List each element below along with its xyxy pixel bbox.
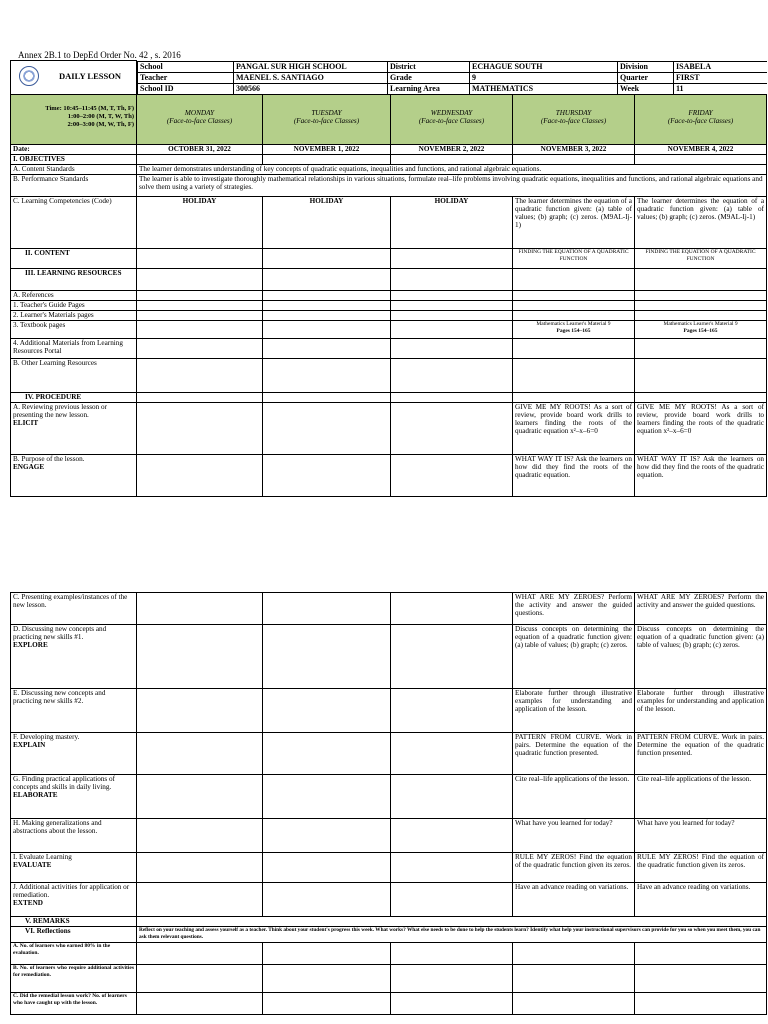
discussing2-label: E. Discussing new concepts and practicing new skills #2. [11, 689, 137, 733]
holiday-monday: HOLIDAY [137, 197, 263, 249]
reflection-b-label: B. No. of learners who require additional activities for remediation. [11, 965, 137, 993]
resources-heading: III. LEARNING RESOURCES [11, 269, 137, 291]
performance-standards-label: B. Performance Standards [11, 175, 137, 197]
date-wednesday: NOVEMBER 2, 2022 [391, 145, 513, 155]
lm-label: 2. Learner's Materials pages [11, 311, 137, 321]
deped-seal-icon [19, 66, 39, 86]
header-logo-title [11, 61, 137, 95]
district-label: District [388, 61, 470, 72]
grade-value: 9 [470, 72, 618, 83]
date-label: Date: [11, 145, 137, 155]
day-wednesday: WEDNESDAY (Face-to-face Classes) [391, 95, 513, 145]
additional-label: 4. Additional Materials from Learning Resources Portal [11, 339, 137, 359]
time-line-1: Time: 10:45–11:45 (M, T, Th, F) [45, 105, 134, 112]
textbook-friday: Mathematics Learner's Material 9 Pages 154–165 [635, 321, 767, 339]
textbook-label: 3. Textbook pages [11, 321, 137, 339]
competencies-label: C. Learning Competencies (Code) [11, 197, 137, 249]
generalizations-thursday: What have you learned for today? [513, 819, 635, 853]
date-monday: OCTOBER 31, 2022 [137, 145, 263, 155]
extend-thursday: Have an advance reading on variations. [513, 883, 635, 917]
remarks-heading: V. REMARKS [11, 917, 137, 927]
engage-thursday: WHAT WAY IT IS? Ask the learners on how did they find the roots of the quadratic equation. [513, 455, 635, 497]
presenting-label: C. Presenting examples/instances of the new lesson. [11, 593, 137, 625]
explore-friday: Discuss concepts on determining the equation of a quadratic function given: (a) table of values; (b) graph; (c) zeros. [635, 625, 767, 689]
other-label: B. Other Learning Resources [11, 359, 137, 393]
time-line-2: 1:00–2:00 (M, T, W, Th) [67, 113, 134, 120]
date-friday: NOVEMBER 4, 2022 [635, 145, 767, 155]
evaluate-thursday: RULE MY ZEROS! Find the equation of the quadratic function given its zeros. [513, 853, 635, 883]
date-tuesday: NOVEMBER 1, 2022 [263, 145, 391, 155]
day-tuesday: TUESDAY (Face-to-face Classes) [263, 95, 391, 145]
explain-thursday: PATTERN FROM CURVE. Work in pairs. Determine the equation of the quadratic function presented. [513, 733, 635, 775]
objectives-heading: I. OBJECTIVES [11, 155, 137, 165]
week-value: 11 [674, 83, 767, 94]
lesson-table-page1 [10, 60, 767, 497]
teacher-value: MAENEL S. SANTIAGO [234, 72, 388, 83]
elicit-friday: GIVE ME MY ROOTS! As a sort of review, provide board work drills to learners finding the roots of the quadratic equation x²–x–6=0 [635, 403, 767, 455]
extend-friday: Have an advance reading on variations. [635, 883, 767, 917]
schoolid-value: 300566 [234, 83, 388, 94]
district-value: ECHAGUE SOUTH [470, 61, 618, 72]
quarter-value: FIRST [674, 72, 767, 83]
generalizations-friday: What have you learned for today? [635, 819, 767, 853]
reflections-text: Reflect on your teaching and assess yourself as a teacher. Think about your student's progress this week. What works? What else needs to be done to help the students learn? Identify what help your instructional supervisors can provide for you so when you meet them, you can ask them relevant questions. [137, 927, 767, 943]
reflection-a-label: A. No. of learners who earned 80% in the evaluation. [11, 943, 137, 965]
elaborate-friday: Cite real–life applications of the lesson. [635, 775, 767, 819]
reviewing-label: A. Reviewing previous lesson or presenting the new lesson. ELICIT [11, 403, 137, 455]
day-monday: MONDAY (Face-to-face Classes) [137, 95, 263, 145]
lesson-table-page2 [10, 592, 767, 1015]
engage-friday: WHAT WAY IT IS? Ask the learners on how did they find the roots of the quadratic equation. [635, 455, 767, 497]
division-value: ISABELA [674, 61, 767, 72]
performance-standards-text: The learner is able to investigate thoroughly mathematical relationships in various situations, formulate real–life problems involving quadratic equations, inequalities and functions, and rational algebraic equations and solve them using a variety of strategies. [137, 175, 767, 197]
annex-label: Annex 2B.1 to DepEd Order No. 42 , s. 2016 [18, 50, 181, 60]
holiday-tuesday: HOLIDAY [263, 197, 391, 249]
presenting-friday: WHAT ARE MY ZEROES? Perform the activity and answer the guided questions. [635, 593, 767, 625]
procedure-heading: IV. PROCEDURE [11, 393, 137, 403]
area-value: MATHEMATICS [470, 83, 618, 94]
time-line-3: 2:00–3:00 (M, W, Th, F) [67, 121, 134, 128]
mastery-label: F. Developing mastery. EXPLAIN [11, 733, 137, 775]
generalizations-label: H. Making generalizations and abstractions about the lesson. [11, 819, 137, 853]
explain-friday: PATTERN FROM CURVE. Work in pairs. Determine the equation of the quadratic function presented. [635, 733, 767, 775]
schoolid-label: School ID [138, 83, 234, 94]
content-friday: FINDING THE EQUATION OF A QUADRATIC FUNCTION [635, 249, 767, 269]
practical-label: G. Finding practical applications of concepts and skills in daily living. ELABORATE [11, 775, 137, 819]
header-title: DAILY LESSON [59, 71, 121, 81]
elicit-thursday: GIVE ME MY ROOTS! As a sort of review, provide board work drills to learners finding the roots of the quadratic equation x²–x–6=0 [513, 403, 635, 455]
teacher-label: Teacher [138, 72, 234, 83]
reflection-c-label: C. Did the remedial lesson work? No. of learners who have caught up with the lesson. [11, 993, 137, 1015]
quarter-label: Quarter [618, 72, 674, 83]
explore-thursday: Discuss concepts on determining the equation of a quadratic function given: (a) table of values; (b) graph; (c) zeros. [513, 625, 635, 689]
day-thursday: THURSDAY (Face-to-face Classes) [513, 95, 635, 145]
time-cell [11, 95, 137, 145]
discussing2-thursday: Elaborate further through illustrative examples for understanding and application of the lesson. [513, 689, 635, 733]
content-standards-label: A. Content Standards [11, 165, 137, 175]
competency-friday: The learner determines the equation of a quadratic function given: (a) table of values; (b) graph; (c) zeros. (M9AL-Ij-1) [635, 197, 767, 249]
evaluate-label: I. Evaluate Learning EVALUATE [11, 853, 137, 883]
purpose-label: B. Purpose of the lesson. ENGAGE [11, 455, 137, 497]
additional-act-label: J. Additional activities for application or remediation. EXTEND [11, 883, 137, 917]
textbook-thursday: Mathematics Learner's Material 9 Pages 154–165 [513, 321, 635, 339]
division-label: Division [618, 61, 674, 72]
evaluate-friday: RULE MY ZEROS! Find the equation of the quadratic function given its zeros. [635, 853, 767, 883]
reflections-heading: VI. Reflections [11, 927, 137, 943]
discussing1-label: D. Discussing new concepts and practicing new skills #1. EXPLORE [11, 625, 137, 689]
content-standards-text: The learner demonstrates understanding of key concepts of quadratic equations, inequalities and functions, and rational algebraic equations. [137, 165, 767, 175]
content-heading: II. CONTENT [11, 249, 137, 269]
date-thursday: NOVEMBER 3, 2022 [513, 145, 635, 155]
holiday-wednesday: HOLIDAY [391, 197, 513, 249]
discussing2-friday: Elaborate further through illustrative examples for understanding and application of the lesson. [635, 689, 767, 733]
school-value: PANGAL SUR HIGH SCHOOL [234, 61, 388, 72]
content-thursday: FINDING THE EQUATION OF A QUADRATIC FUNCTION [513, 249, 635, 269]
week-label: Week [618, 83, 674, 94]
references-label: A. References [11, 291, 137, 301]
elaborate-thursday: Cite real–life applications of the lesson. [513, 775, 635, 819]
day-friday: FRIDAY (Face-to-face Classes) [635, 95, 767, 145]
competency-thursday: The learner determines the equation of a quadratic function given: (a) table of values; (b) graph; (c) zeros. (M9AL-Ij-1) [513, 197, 635, 249]
grade-label: Grade [388, 72, 470, 83]
school-label: School [138, 61, 234, 72]
area-label: Learning Area [388, 83, 470, 94]
presenting-thursday: WHAT ARE MY ZEROES? Perform the activity and answer the guided questions. [513, 593, 635, 625]
tg-label: 1. Teacher's Guide Pages [11, 301, 137, 311]
